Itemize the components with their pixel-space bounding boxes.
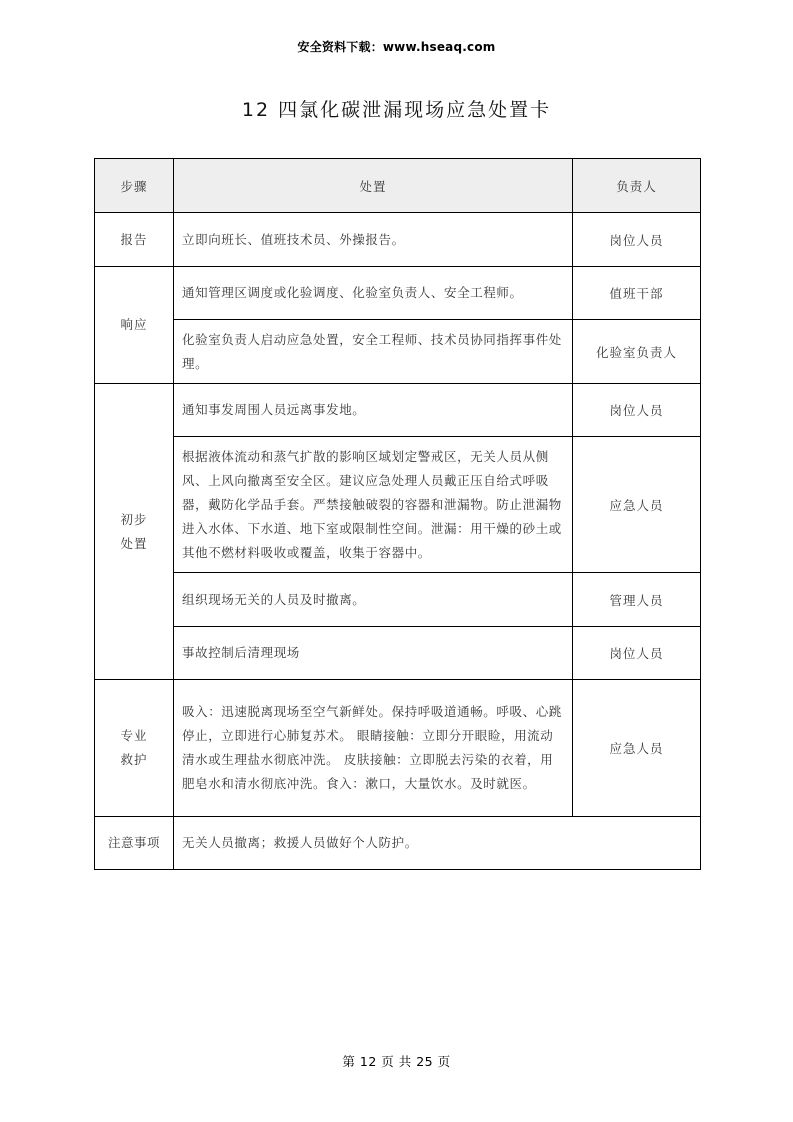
step-initial-disposal [95, 384, 174, 680]
emergency-disposal-card-table [94, 158, 701, 870]
owner-cell: 岗位人员 [573, 213, 701, 267]
owner-cell: 管理人员 [573, 573, 701, 627]
action-cell: 根据液体流动和蒸气扩散的影响区域划定警戒区，无关人员从侧风、上风向撤离至安全区。建议应急处理人员戴正压自给式呼吸器，戴防化学品手套。严禁接触破裂的容器和泄漏物。防止泄漏物进入水体、下水道、地下室或限制性空间。泄漏：用干燥的砂土或其他不燃材料吸收或覆盖，收集于容器中。 [174, 437, 573, 573]
action-cell: 组织现场无关的人员及时撤离。 [174, 573, 573, 627]
table-row [95, 573, 701, 627]
owner-cell: 化验室负责人 [573, 320, 701, 384]
table-header-row [95, 159, 701, 213]
owner-cell: 应急人员 [573, 437, 701, 573]
table-row [95, 680, 701, 817]
table-row [95, 627, 701, 680]
table-row [95, 384, 701, 437]
table-row [95, 267, 701, 320]
step-notes: 注意事项 [95, 817, 174, 870]
notes-cell: 无关人员撤离；救援人员做好个人防护。 [174, 817, 701, 870]
action-cell: 吸入：迅速脱离现场至空气新鲜处。保持呼吸道通畅。呼吸、心跳停止，立即进行心肺复苏术。 眼睛接触：立即分开眼睑，用流动清水或生理盐水彻底冲洗。 皮肤接触：立即脱去污染的衣着，用肥皂水和清水彻底冲洗。食入：漱口，大量饮水。及时就医。 [174, 680, 573, 817]
action-cell: 通知事发周围人员远离事发地。 [174, 384, 573, 437]
table-row [95, 320, 701, 384]
step-label-line: 处置 [120, 535, 148, 551]
header-step: 步骤 [95, 159, 174, 213]
page-title: 12 四氯化碳泄漏现场应急处置卡 [241, 99, 552, 121]
owner-cell: 值班干部 [573, 267, 701, 320]
download-source-note: 安全资料下载：www.hseaq.com [297, 40, 496, 54]
owner-cell: 岗位人员 [573, 384, 701, 437]
step-label-line: 救护 [120, 752, 148, 767]
action-cell: 通知管理区调度或化验调度、化验室负责人、安全工程师。 [174, 267, 573, 320]
table-row [95, 437, 701, 573]
action-cell: 立即向班长、值班技术员、外操报告。 [174, 213, 573, 267]
table-row [95, 817, 701, 870]
table-row [95, 213, 701, 267]
step-label-line: 专业 [120, 728, 148, 743]
owner-cell: 岗位人员 [573, 627, 701, 680]
step-label-line: 初步 [120, 511, 148, 527]
step-response: 响应 [95, 267, 174, 384]
action-cell: 事故控制后清理现场 [174, 627, 573, 680]
header-owner: 负责人 [573, 159, 701, 213]
step-professional-rescue [95, 680, 174, 817]
owner-cell: 应急人员 [573, 680, 701, 817]
header-action: 处置 [174, 159, 573, 213]
page-number: 第 12 页 共 25 页 [342, 1054, 451, 1069]
action-cell: 化验室负责人启动应急处置，安全工程师、技术员协同指挥事件处理。 [174, 320, 573, 384]
step-report: 报告 [95, 213, 174, 267]
